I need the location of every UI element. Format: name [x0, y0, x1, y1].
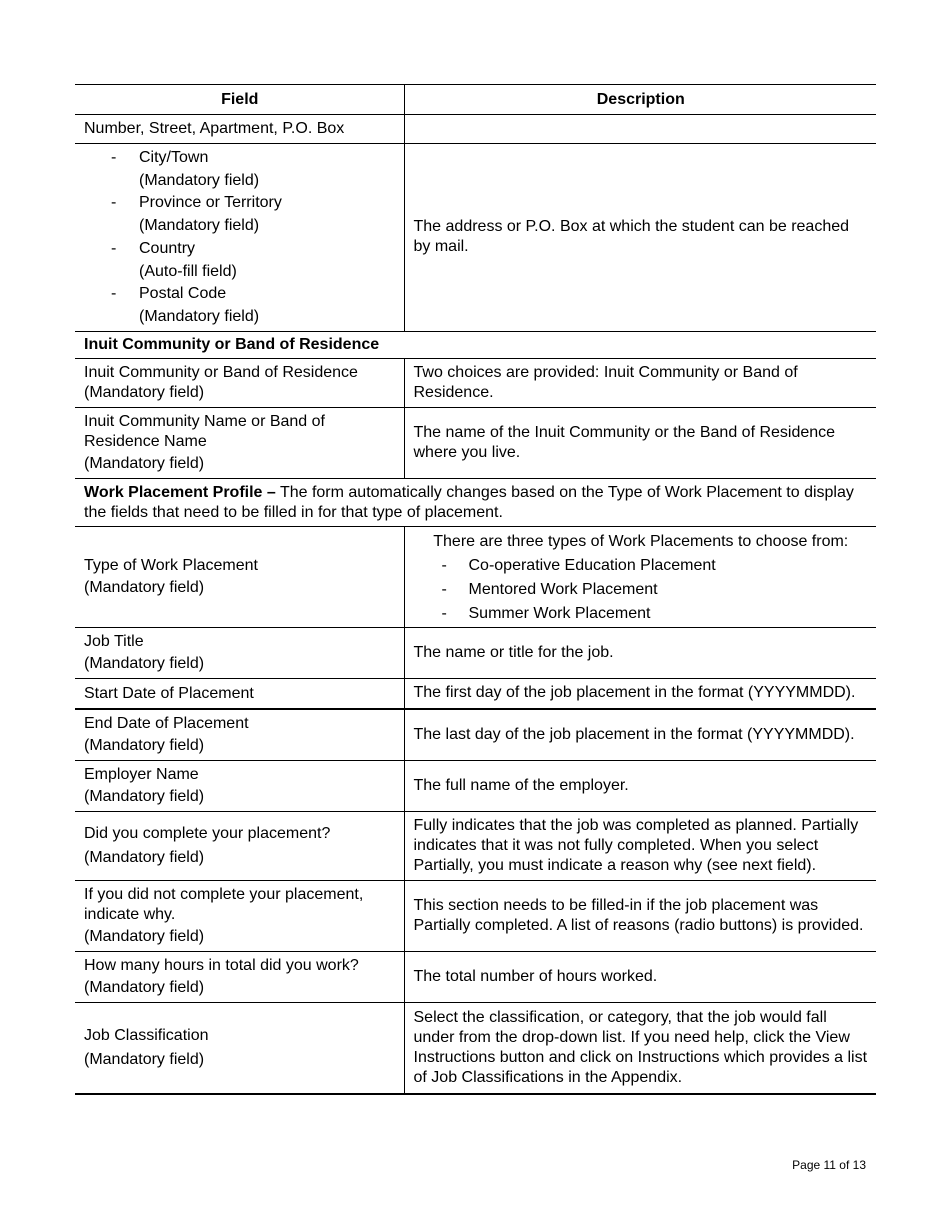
table-row: [75, 144, 876, 332]
field-cell: Job Classification (Mandatory field): [75, 1002, 404, 1094]
description-cell: The name or title for the job.: [404, 627, 876, 678]
list-item: - Mentored Work Placement: [414, 578, 869, 602]
list-item: - Co-operative Education Placement: [414, 554, 869, 578]
field-cell: How many hours in total did you work? (Mandatory field): [75, 951, 404, 1002]
table-row: [75, 951, 876, 1002]
table-row: [75, 627, 876, 678]
table-header-row: [75, 85, 876, 115]
list-item: - Summer Work Placement: [414, 602, 869, 626]
field-column-header: Field: [75, 85, 404, 115]
description-cell: Select the classification, or category, that the job would fall under from the drop-down list. If you need help, click the View Instructions button and click on Instructions which provides a list of Job Classifications in the Appendix.: [404, 1002, 876, 1094]
table-row: [75, 709, 876, 761]
field-cell: End Date of Placement (Mandatory field): [75, 709, 404, 761]
table-row: [75, 678, 876, 709]
field-cell: Inuit Community Name or Band of Residence Name (Mandatory field): [75, 407, 404, 478]
table-row: [75, 880, 876, 951]
field-cell: If you did not complete your placement, indicate why. (Mandatory field): [75, 880, 404, 951]
description-cell: The first day of the job placement in the format (YYYYMMDD).: [404, 678, 876, 709]
field-cell: Start Date of Placement: [75, 678, 404, 709]
description-cell: The last day of the job placement in the format (YYYYMMDD).: [404, 709, 876, 761]
work-type-description: There are three types of Work Placements to choose from: - Co-operative Education Placement - Mentored Work Placement - Summer Work Placement: [404, 526, 876, 627]
description-cell: The total number of hours worked.: [404, 951, 876, 1002]
work-type-list: [414, 554, 869, 626]
field-cell: Did you complete your placement? (Mandatory field): [75, 811, 404, 880]
table-row: [75, 811, 876, 880]
page-number: Page 11 of 13: [792, 1158, 866, 1172]
work-placement-section-heading: Work Placement Profile – The form automatically changes based on the Type of Work Placement to display the fields that need to be filled in for that type of placement.: [75, 478, 876, 526]
field-cell: Job Title (Mandatory field): [75, 627, 404, 678]
description-cell: Fully indicates that the job was completed as planned. Partially indicates that it was not fully completed. When you select Partially, you must indicate a reason why (see next field).: [404, 811, 876, 880]
table-row: [75, 358, 876, 407]
section-row: [75, 331, 876, 358]
description-cell: This section needs to be filled-in if the job placement was Partially completed. A list of reasons (radio buttons) is provided.: [404, 880, 876, 951]
field-cell: Employer Name (Mandatory field): [75, 760, 404, 811]
table-row: [75, 115, 876, 144]
description-column-header: Description: [404, 85, 876, 115]
address-description: The address or P.O. Box at which the student can be reached by mail.: [404, 144, 876, 332]
list-item: - Province or Territory (Mandatory field): [84, 192, 396, 237]
address-street-field: Number, Street, Apartment, P.O. Box: [75, 115, 404, 144]
empty-description-cell: [404, 115, 876, 144]
inuit-section-heading: Inuit Community or Band of Residence: [75, 331, 876, 358]
list-item: - Postal Code (Mandatory field): [84, 283, 396, 328]
field-cell: Type of Work Placement (Mandatory field): [75, 526, 404, 627]
address-fields-cell: [75, 144, 404, 332]
table-row: [75, 407, 876, 478]
description-cell: The name of the Inuit Community or the Band of Residence where you live.: [404, 407, 876, 478]
table-row: [75, 1002, 876, 1094]
description-cell: Two choices are provided: Inuit Community or Band of Residence.: [404, 358, 876, 407]
table-row: [75, 526, 876, 627]
list-item: - City/Town (Mandatory field): [84, 147, 396, 192]
field-cell: Inuit Community or Band of Residence (Mandatory field): [75, 358, 404, 407]
field-description-table: [75, 84, 876, 1095]
list-item: - Country (Auto-fill field): [84, 238, 396, 283]
table-row: [75, 760, 876, 811]
description-cell: The full name of the employer.: [404, 760, 876, 811]
address-field-list: [84, 147, 396, 329]
section-row: [75, 478, 876, 526]
